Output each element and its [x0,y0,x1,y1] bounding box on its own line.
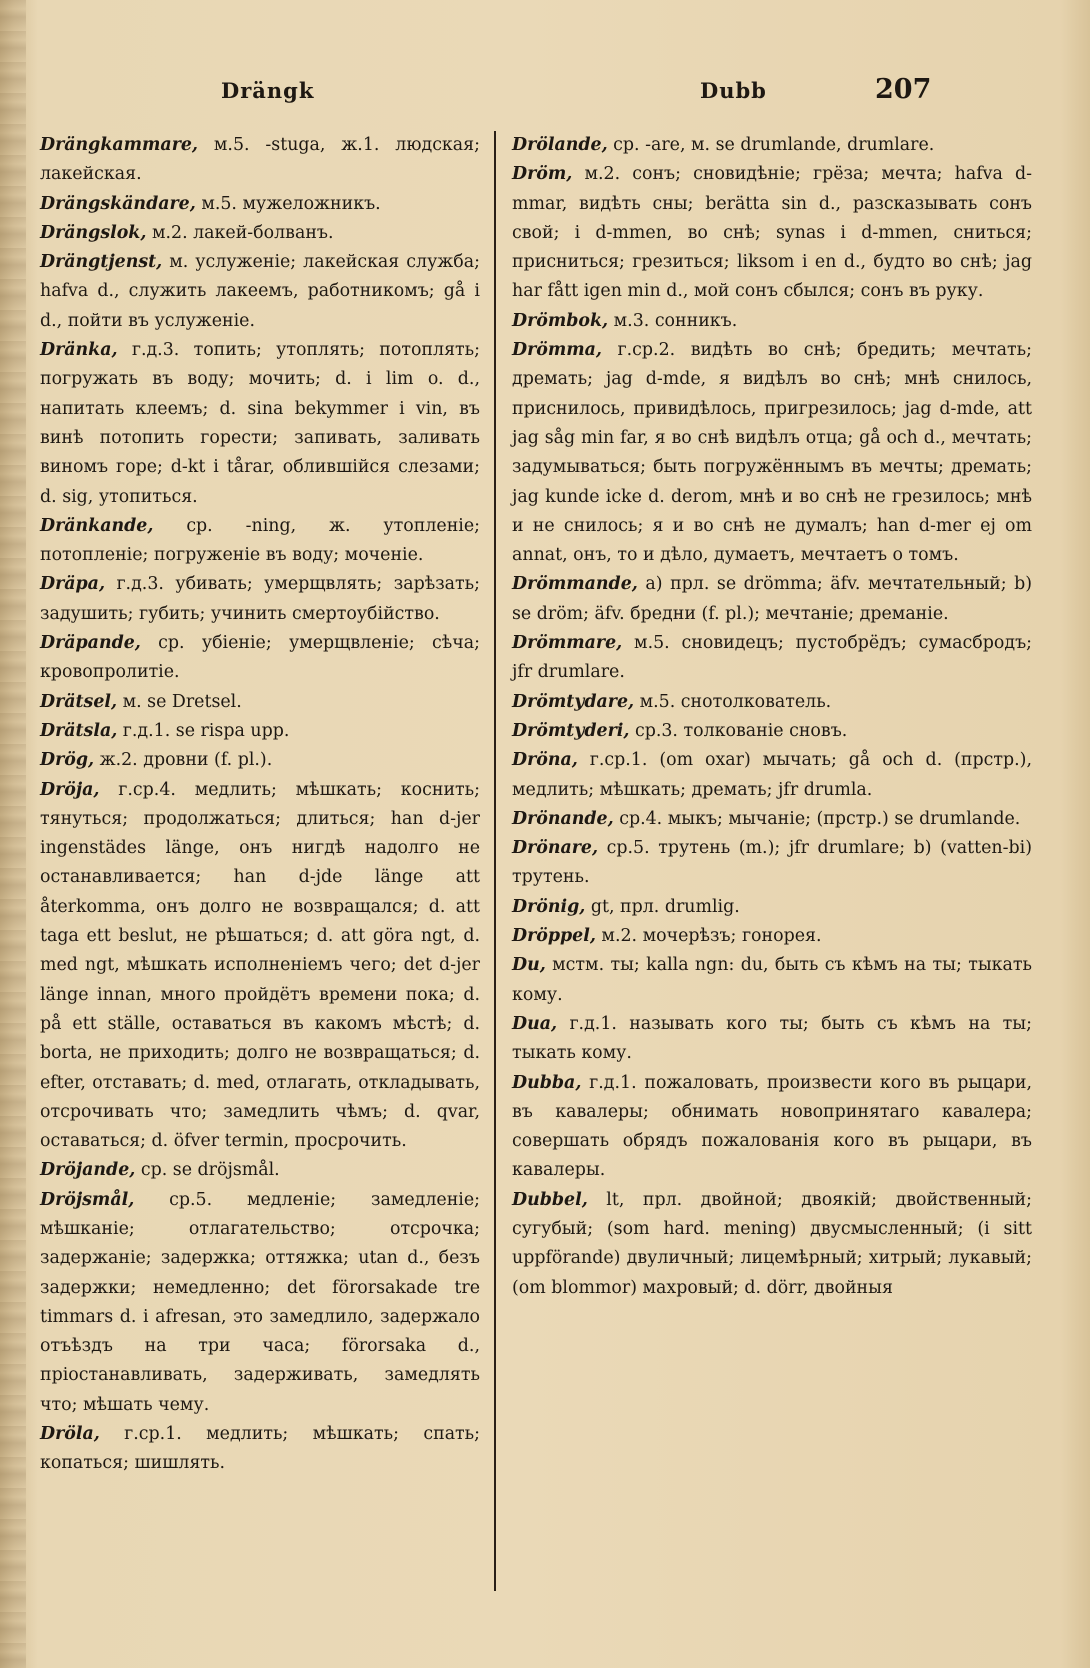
entry-definition: м.5. снотолкователь. [639,691,832,712]
entry-definition: г.ср.1. (om oxar) мычать; gå och d. (прстр.), медлить; мѣшкать; дремать; jfr drumla. [512,750,1032,800]
entry-definition: м.5. мужеложникъ. [201,193,381,214]
dictionary-entry [512,336,1032,570]
entry-headword: Drölande, [512,135,608,155]
dictionary-entry [512,805,1032,834]
entry-definition: ср. -are, м. se drumlande, drumlare. [613,135,935,155]
entry-headword: Drömmare, [512,633,623,654]
dictionary-entry [40,336,480,512]
entry-definition: ср. se dröjsmål. [140,1160,280,1181]
dictionary-entry [512,688,1032,717]
entry-headword: Drängtjenst, [40,252,163,273]
entry-definition: ср.5. медленіе; замедленіе; мѣшканіе; отлагательство; отсрочка; задержаніе; задержка; оттяжка; utan d., безъ задержки; немедленно; det förorsakade tre timmars d. i afresan, это замедлило, задержало отъѣздъ на три часа; förorsaka d., пріостанавливать, задерживать, замедлять что; мѣшать чему. [40,1189,481,1415]
book-gutter [0,0,26,1668]
entry-definition: ср.4. мыкъ; мычаніе; (прстр.) se drumlande. [619,808,1021,829]
dictionary-entry [512,160,1032,306]
dictionary-entry [40,219,480,248]
dictionary-entry [40,1156,480,1185]
entry-headword: Du, [512,955,546,976]
entry-definition: gt, прл. drumlig. [590,896,740,917]
entry-definition: г.ср.2. видѣть во снѣ; бредить; мечтать; дремать; jag d-mde, я видѣлъ во снѣ; мнѣ снилось, приснилось, привидѣлось, пригрезилось; jag d-mde, att jag såg min far, я во снѣ видѣлъ отца; gå och d., мечтать; задумываться; быть погружённымъ въ мечты; дремать; jag kunde icke d. derom, мнѣ и во снѣ не грезилось; мнѣ и не снилось; я и во снѣ не думалъ; han d-mer ej om annat, онъ, то и дѣло, думаетъ, мечтаетъ о томъ. [512,340,1032,566]
dictionary-entry [40,512,480,571]
left-column [40,131,480,1479]
entry-definition: м. se Dretsel. [122,691,242,712]
entry-definition: ср.5. трутень (m.); jfr drumlare; b) (vatten-bi) трутень. [512,838,1032,888]
dictionary-entry [512,1010,1032,1069]
entry-definition: a) прл. se drömma; äfv. мечтательный; b) se dröm; äfv. бредни (f. pl.); мечтаніе; дреманіе. [512,574,1033,624]
dictionary-entry [40,746,480,775]
entry-headword: Drömtydare, [512,691,635,712]
entry-headword: Dröjsmål, [40,1189,135,1210]
dictionary-entry [512,570,1032,629]
dictionary-entry [40,570,480,629]
dictionary-entry [512,922,1032,951]
entry-headword: Dränkande, [40,515,154,536]
entry-headword: Dröppel, [512,926,596,947]
entry-definition: ср. -ning, ж. утопленіе; потопленіе; погруженіе въ воду; моченіе. [40,515,480,566]
entry-headword: Dubbel, [512,1189,588,1210]
entry-headword: Drömtyderi, [512,720,630,741]
dictionary-entry [40,190,480,219]
entry-headword: Drög, [40,750,95,771]
entry-headword: Dröm, [512,164,573,185]
entry-headword: Drönig, [512,896,586,917]
dictionary-entry [512,834,1032,893]
entry-definition: г.д.3. убивать; умерщвлять; зарѣзать; задушить; губить; учинить смертоубійство. [40,574,480,624]
entry-headword: Drömma, [512,340,602,361]
dictionary-entry [40,1186,480,1420]
dictionary-entry [40,1420,480,1479]
entry-headword: Drängslok, [40,222,147,243]
page-number: 207 [875,74,932,105]
right-column [512,131,1032,1303]
entry-headword: Drömmande, [512,574,638,595]
header-right-guide-word: Dubb [700,78,767,103]
entry-definition: г.д.1. se rispa upp. [122,720,290,741]
entry-definition: lt, прл. двойной; двоякій; двойственный; сугубый; (som hard. mening) двусмысленный; (i sitt uppförande) двуличный; лицемѣрный; хитрый; лукавый; (om blommor) махровый; d. dörr, двойныя [512,1189,1032,1298]
entry-definition: м.2. лакей-болванъ. [151,222,334,243]
dictionary-entry [40,629,480,688]
dictionary-entry [512,1069,1032,1186]
dictionary-entry [512,1186,1032,1303]
entry-definition: м.3. сонникъ. [613,310,738,331]
entry-definition: г.ср.1. медлить; мѣшкать; спать; копаться; шишлять. [40,1424,481,1474]
entry-definition: м.5. сновидецъ; пустобрёдъ; сумасбродъ; jfr drumlare. [512,633,1032,683]
entry-definition: ср.3. толкованіе сновъ. [634,720,848,741]
entry-headword: Drömbok, [512,310,609,331]
entry-headword: Drönande, [512,808,614,829]
dictionary-entry [512,307,1032,336]
entry-headword: Dua, [512,1013,558,1034]
column-divider [494,131,496,1591]
dictionary-entry [512,893,1032,922]
entry-headword: Dröja, [40,779,100,800]
entry-headword: Dräpande, [40,633,141,654]
dictionary-entry [40,776,480,1157]
dictionary-entry [40,717,480,746]
entry-definition: ж.2. дровни (f. pl.). [99,750,273,771]
entry-definition: м.5. -stuga, ж.1. людская; лакейская. [40,135,481,185]
entry-headword: Drätsla, [40,720,118,741]
entry-headword: Drängkammare, [40,135,198,155]
page-header [0,74,1090,118]
header-left-guide-word: Drängk [221,78,315,103]
entry-headword: Dröla, [40,1424,100,1445]
entry-definition: ср. убіеніе; умерщвленіе; сѣча; кровопролитіе. [40,633,480,683]
entry-headword: Dröjande, [40,1160,136,1181]
dictionary-entry [40,248,480,336]
entry-headword: Drängskändare, [40,193,196,214]
entry-definition: м.2. мочерѣзъ; гонорея. [601,926,822,947]
dictionary-entry [40,131,480,190]
entry-definition: м.2. сонъ; сновидѣніе; грёза; мечта; hafva d-mmar, видѣть сны; berätta sin d., разсказывать сонъ свой; i d-mmen, во снѣ; synas i d-mmen, сниться; присниться; грезиться; liksom i en d., будто во снѣ; jag har fått igen min d., мой сонъ сбылся; сонъ въ руку. [512,164,1033,302]
dictionary-entry [40,688,480,717]
entry-headword: Dubba, [512,1072,582,1093]
entry-headword: Dräpa, [40,574,105,595]
dictionary-entry [512,746,1032,805]
entry-headword: Dröna, [512,750,578,771]
dictionary-entry [512,717,1032,746]
entry-definition: г.ср.4. медлить; мѣшкать; коснить; тянуться; продолжаться; длиться; han d-jer ingenstädes länge, онъ нигдѣ надолго не останавливается; han d-jde länge att återkomma, онъ долго не возвращался; d. att taga ett beslut, не рѣшаться; d. att göra ngt, d. med ngt, мѣшкать исполненіемъ чего; det d-jer länge innan, много пройдётъ времени пока; d. på ett ställe, оставаться въ какомъ мѣстѣ; d. borta, не приходить; долго не возвращаться; d. efter, отставать; d. med, отлагать, откладывать, отсрочивать что; замедлить чѣмъ; d. qvar, оставаться; d. öfver termin, просрочить. [40,779,481,1152]
entry-definition: г.д.1. называть кого ты; быть съ кѣмъ на ты; тыкать кому. [512,1013,1033,1064]
dictionary-entry [512,951,1032,1010]
dictionary-entry [512,131,1032,160]
entry-headword: Drätsel, [40,691,118,712]
entry-definition: м. услуженіе; лакейская служба; hafva d., служить лакеемъ, работникомъ; gå i d., пойти въ услуженіе. [40,252,480,331]
entry-definition: мстм. ты; kalla ngn: du, быть съ кѣмъ на ты; тыкать кому. [512,955,1032,1005]
entry-definition: г.д.3. топить; утоплять; потоплять; погружать въ воду; мочить; d. i lim o. d., напитать клеемъ; d. sina bekymmer i vin, въ винѣ потопить горести; запивать, заливать виномъ горе; d-kt i tårar, облившійся слезами; d. sig, утопиться. [40,340,480,507]
dictionary-entry [512,629,1032,688]
entry-definition: г.д.1. пожаловать, произвести кого въ рыцари, въ кавалеры; обнимать новопринятаго кавалера; совершать обрядъ пожалованія кого въ рыцари, въ кавалеры. [512,1072,1032,1181]
entry-headword: Dränka, [40,340,118,361]
entry-headword: Drönare, [512,838,599,859]
